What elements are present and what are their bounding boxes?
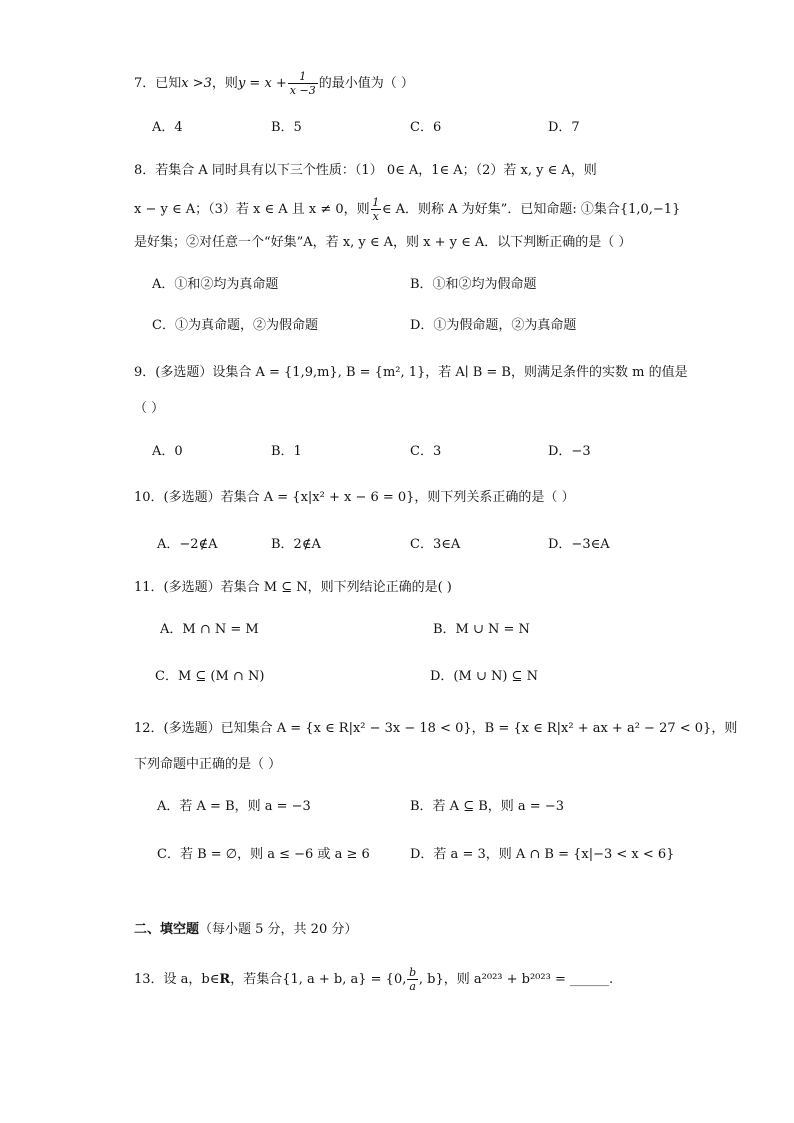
q11-option-c: C．M ⊆ (M ∩ N) xyxy=(155,669,265,684)
q10-option-d: D．−3∈A xyxy=(548,537,610,552)
q12-option-d: D．若 a = 3，则 A ∩ B = {x|−3 < x < 6} xyxy=(410,847,675,862)
question-8-line-3: 是好集；②对任意一个“好集”A，若 x, y ∈ A，则 x + y ∈ A．以下判断正确的是（ ） xyxy=(134,235,632,250)
q13-fraction-numerator: b xyxy=(409,966,417,979)
question-13 xyxy=(134,966,613,993)
question-11-line-1: 11．(多选题）若集合 M ⊆ N，则下列结论正确的是( ) xyxy=(134,580,452,595)
question-12-line-2: 下列命题中正确的是（ ） xyxy=(134,757,282,772)
q7-condition: x >3 xyxy=(181,76,212,91)
q7-function: y = x + xyxy=(237,76,287,91)
q13-post: , b}，则 a²⁰²³ + b²⁰²³ = ______. xyxy=(418,972,614,987)
question-9-line-2: （ ） xyxy=(134,401,165,416)
q8-fraction xyxy=(371,196,381,223)
q8-line2-post: ∈ A．则称 A 为好集”．已知命题: ①集合{1,0,−1} xyxy=(381,202,681,217)
q8-option-b: B．①和②均为假命题 xyxy=(410,277,537,292)
section-2-title: 二、填空题 xyxy=(134,922,200,937)
q8-option-d: D．①为假命题，②为真命题 xyxy=(410,318,577,333)
q7-option-a: A．4 xyxy=(152,120,183,135)
q8-option-a: A．①和②均为真命题 xyxy=(152,277,279,292)
question-9-line-1: 9．(多选题）设集合 A = {1,9,m}, B = {m², 1}，若 A∣ B = B，则满足条件的实数 m 的值是 xyxy=(134,365,688,380)
q7-fraction-denominator: x −3 xyxy=(289,84,316,97)
q7-fraction-numerator: 1 xyxy=(299,70,307,83)
q13-fraction xyxy=(407,966,418,993)
q12-option-c: C．若 B = ∅，则 a ≤ −6 或 a ≥ 6 xyxy=(157,847,370,862)
question-10-line-1: 10．(多选题）若集合 A = {x|x² + x − 6 = 0}，则下列关系正确的是（ ） xyxy=(134,490,575,505)
q8-fraction-denominator: x xyxy=(372,210,379,223)
question-8-line-1: 8．若集合 A 同时具有以下三个性质：（1） 0∈ A，1∈ A；（2）若 x, y ∈ A，则 xyxy=(134,163,597,178)
q12-option-b: B．若 A ⊆ B，则 a = −3 xyxy=(410,799,564,814)
q7-stem-pre: 7．已知 xyxy=(134,76,182,91)
q11-option-d: D．(M ∪ N) ⊆ N xyxy=(430,669,538,684)
q9-option-b: B．1 xyxy=(271,444,302,459)
q10-option-a: A．−2∉A xyxy=(157,537,218,552)
question-8-line-2 xyxy=(134,196,680,223)
q7-fraction xyxy=(288,70,318,97)
q9-option-c: C．3 xyxy=(410,444,442,459)
q8-option-c: C．①为真命题，②为假命题 xyxy=(152,318,318,333)
q8-fraction-numerator: 1 xyxy=(372,196,380,209)
q9-option-a: A．0 xyxy=(152,444,183,459)
question-12-line-1: 12．(多选题）已知集合 A = {x ∈ R|x² − 3x − 18 < 0}，B = {x ∈ R|x² + ax + a² − 27 < 0}，则 xyxy=(134,721,738,736)
section-2-subtitle: （每小题 5 分，共 20 分） xyxy=(199,922,358,937)
q7-option-d: D．7 xyxy=(548,120,580,135)
q7-stem-post: 的最小值为（ ） xyxy=(318,76,414,91)
q13-fraction-denominator: a xyxy=(409,980,416,993)
q8-line2-pre: x − y ∈ A；（3）若 x ∈ A 且 x ≠ 0，则 xyxy=(134,202,370,217)
q13-pre: 13．设 a，b∈ xyxy=(134,972,220,987)
q7-stem-mid: ，则 xyxy=(211,76,238,91)
q11-option-a: A．M ∩ N = M xyxy=(160,622,259,637)
q10-option-c: C．3∈A xyxy=(410,537,461,552)
q9-option-d: D．−3 xyxy=(548,444,591,459)
q7-option-c: C．6 xyxy=(410,120,442,135)
question-7-stem xyxy=(134,70,414,97)
q13-mid: ，若集合{1, a + b, a} = {0, xyxy=(230,972,407,987)
section-2-heading xyxy=(134,920,357,940)
q11-option-b: B．M ∪ N = N xyxy=(433,622,530,637)
q7-option-b: B．5 xyxy=(271,120,302,135)
q12-option-a: A．若 A = B，则 a = −3 xyxy=(157,799,311,814)
q10-option-b: B．2∉A xyxy=(271,537,321,552)
q13-real-set: R xyxy=(219,972,231,987)
